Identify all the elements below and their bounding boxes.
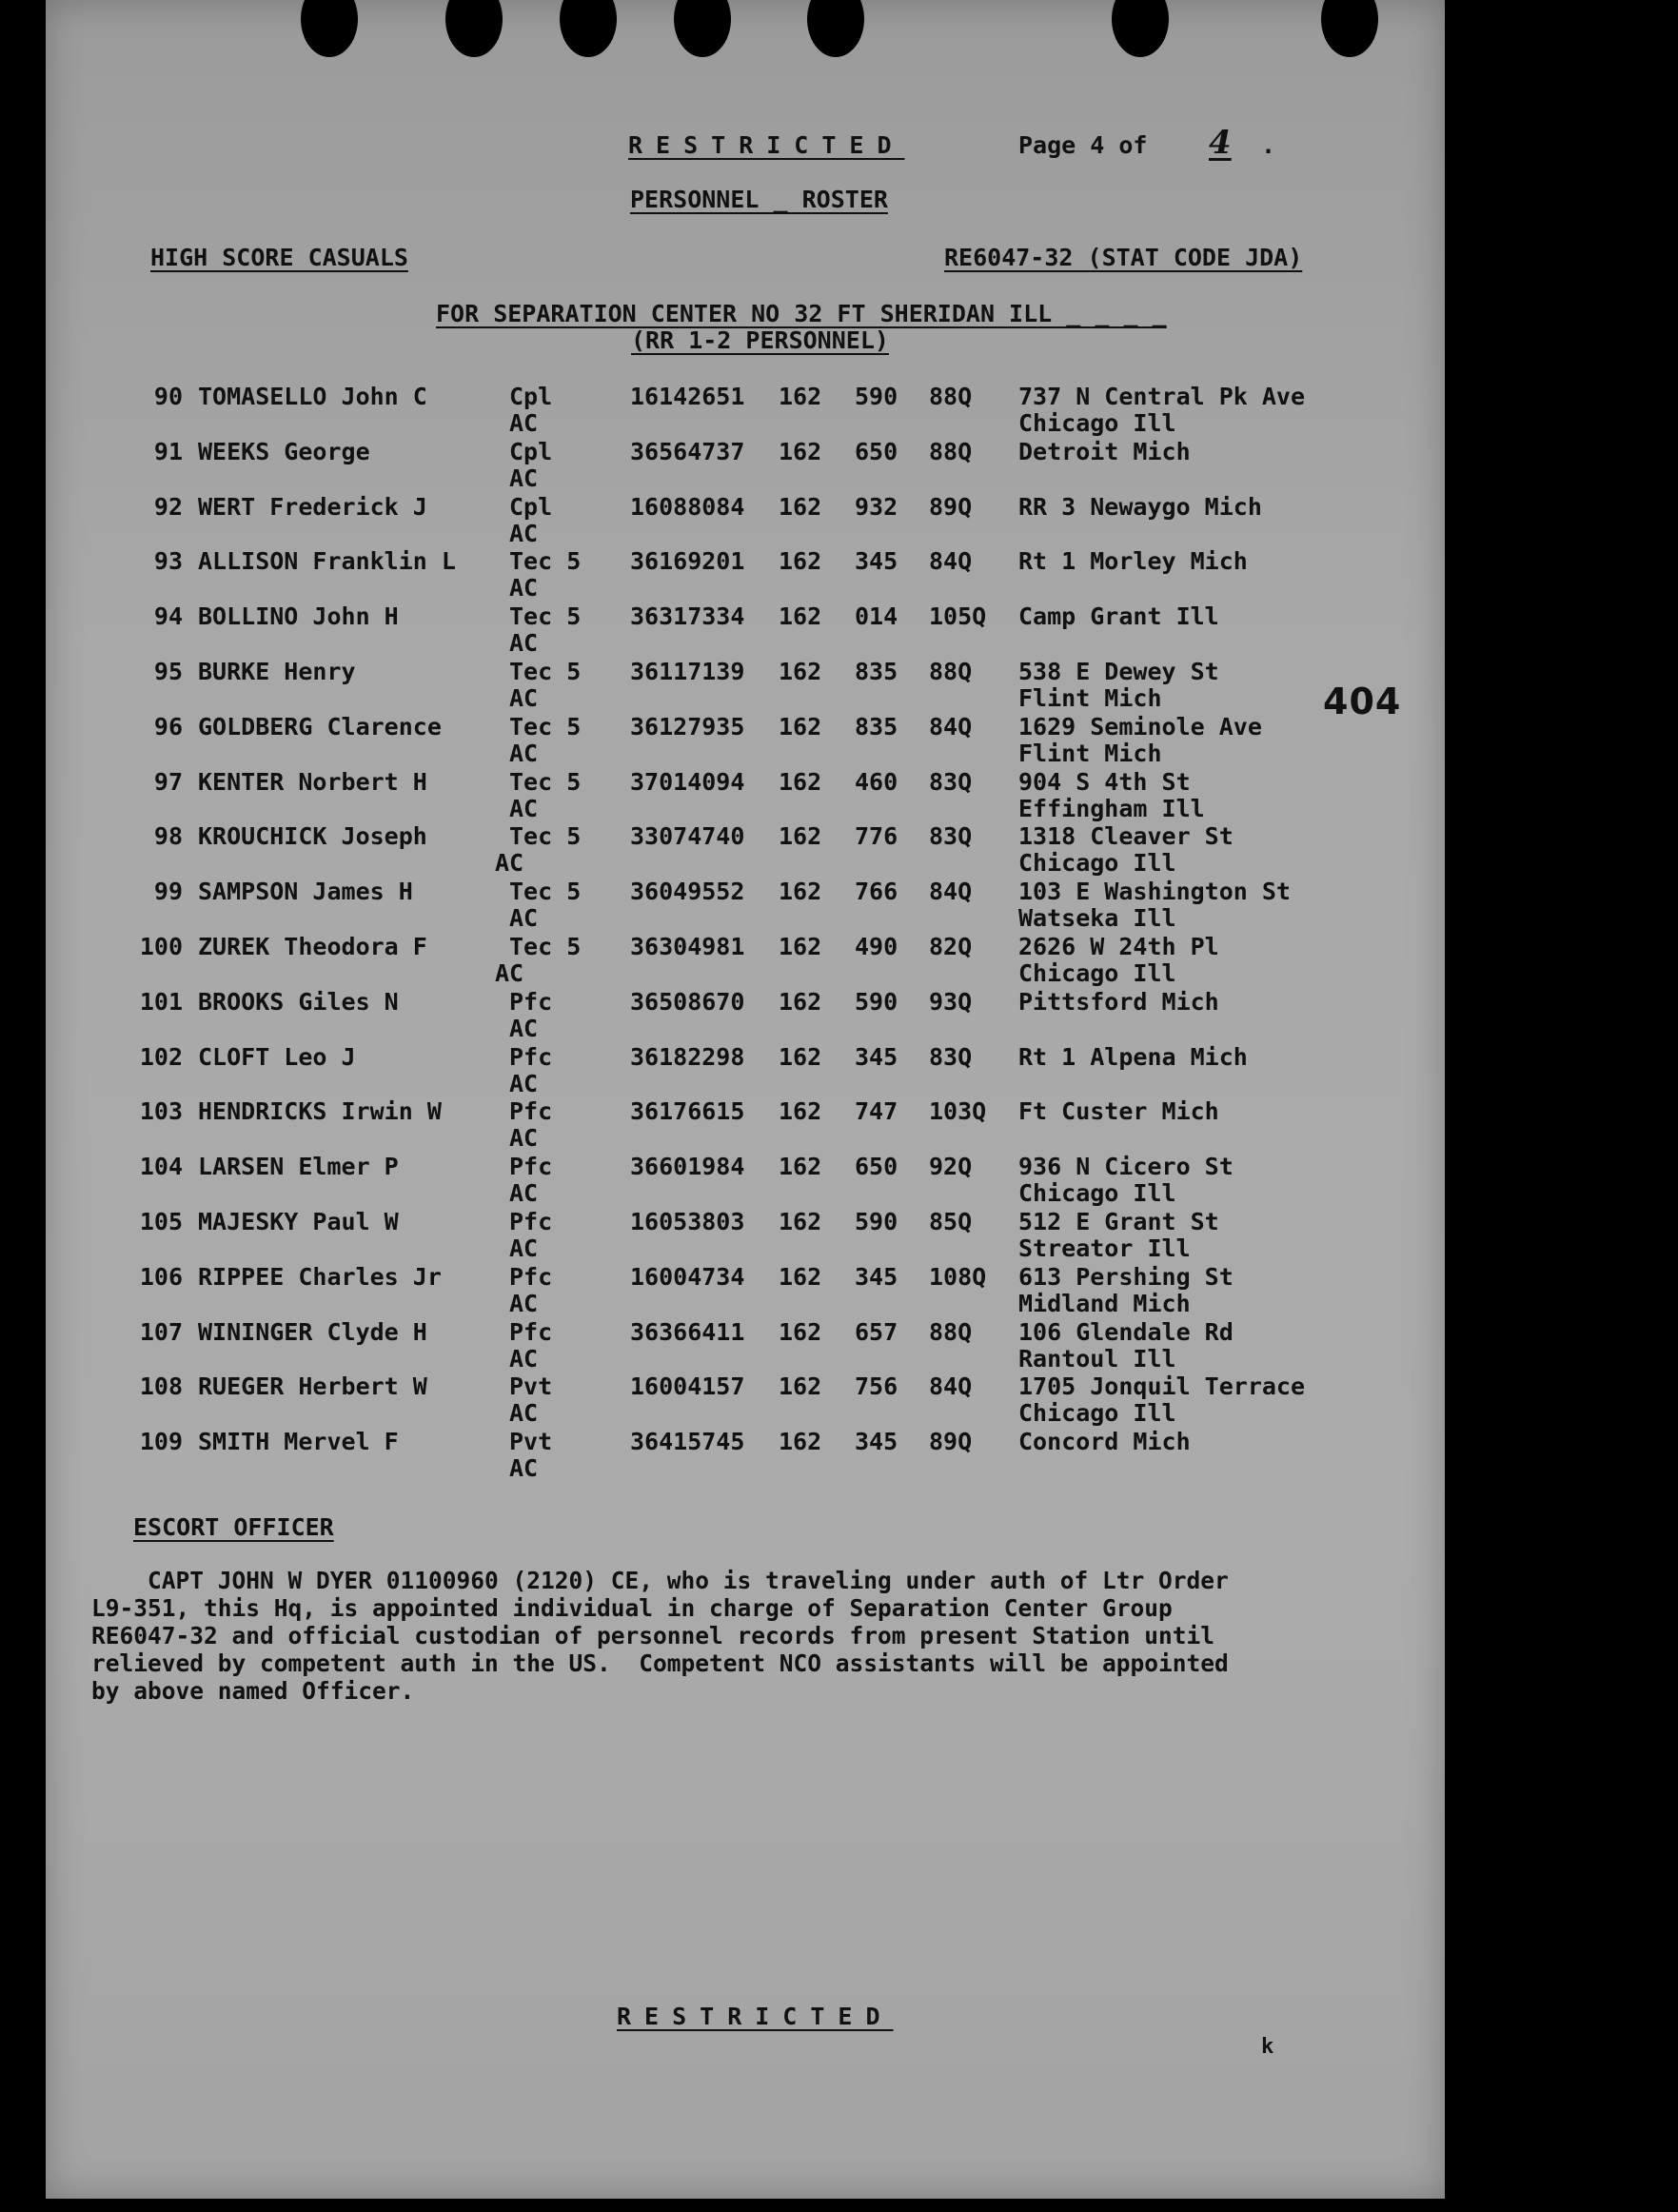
address-line-1: Pittsford Mich [1018, 987, 1219, 1016]
code-1: 162 [779, 987, 822, 1016]
code-1: 162 [779, 658, 822, 685]
soldier-name: WININGER Clyde H [198, 1317, 427, 1346]
code-1: 162 [779, 437, 822, 465]
code-2: 014 [855, 602, 898, 631]
row-number: 95 [153, 658, 183, 685]
table-row [0, 493, 1399, 548]
branch: AC [509, 1179, 539, 1208]
row-number: 106 [139, 1262, 183, 1291]
score: 83Q [929, 767, 973, 796]
binder-hole [301, 0, 358, 57]
table-row [0, 547, 1399, 602]
branch: AC [509, 574, 539, 602]
code-2: 756 [855, 1373, 898, 1401]
row-number: 96 [153, 712, 183, 741]
serial-number: 33074740 [630, 822, 745, 851]
table-row [0, 1263, 1399, 1318]
code-2: 590 [855, 383, 898, 410]
grade: Pfc [509, 1153, 553, 1181]
row-number: 103 [139, 1097, 183, 1126]
code-2: 657 [855, 1317, 898, 1346]
code-1: 162 [779, 1262, 822, 1291]
score: 82Q [929, 933, 973, 960]
soldier-name: MAJESKY Paul W [198, 1208, 399, 1235]
branch: AC [509, 629, 539, 658]
code-1: 162 [779, 383, 822, 410]
code-1: 162 [779, 1097, 822, 1126]
address-line-1: 737 N Central Pk Ave [1018, 383, 1306, 410]
address-line-1: Ft Custer Mich [1018, 1097, 1219, 1126]
branch: AC [509, 1344, 539, 1373]
branch: AC [495, 849, 524, 878]
table-row [0, 1043, 1399, 1098]
score: 83Q [929, 1042, 973, 1071]
row-number: 107 [139, 1317, 183, 1346]
soldier-name: SAMPSON James H [198, 878, 413, 906]
score: 84Q [929, 1373, 973, 1401]
score: 88Q [929, 1317, 973, 1346]
score: 108Q [929, 1262, 987, 1291]
address-line-2: Chicago Ill [1018, 849, 1176, 878]
serial-number: 36176615 [630, 1097, 745, 1126]
code-1: 162 [779, 1317, 822, 1346]
code-2: 590 [855, 1208, 898, 1235]
code-1: 162 [779, 1153, 822, 1181]
shipment-code: RE6047-32 (STAT CODE JDA) [944, 244, 1303, 271]
table-row [0, 438, 1399, 493]
soldier-name: ALLISON Franklin L [198, 547, 456, 576]
page-total: 4 [1209, 124, 1232, 162]
row-number: 109 [139, 1428, 183, 1456]
serial-number: 36601984 [630, 1153, 745, 1181]
serial-number: 36304981 [630, 933, 745, 960]
address-line-1: Camp Grant Ill [1018, 602, 1219, 631]
branch: AC [509, 1014, 539, 1042]
soldier-name: CLOFT Leo J [198, 1042, 356, 1071]
code-2: 650 [855, 1153, 898, 1181]
soldier-name: WERT Frederick J [198, 492, 427, 521]
score: 93Q [929, 987, 973, 1016]
escort-paragraph: CAPT JOHN W DYER 01100960 (2120) CE, who is traveling under auth of Ltr Order L9-351, this Hq, is appointed individual in charge of Separation Center Group RE6047-32 and official custodian of personnel records from present Station until relieved by competent auth in the US. Competent NCO assistants will be appointed by above named Officer. [91, 1567, 1229, 1705]
grade: Pvt [509, 1373, 553, 1401]
serial-number: 16053803 [630, 1208, 745, 1235]
score: 88Q [929, 383, 973, 410]
address-line-1: 613 Pershing St [1018, 1262, 1234, 1291]
serial-number: 36366411 [630, 1317, 745, 1346]
grade: Pfc [509, 1042, 553, 1071]
soldier-name: BURKE Henry [198, 658, 356, 685]
address-line-1: RR 3 Newaygo Mich [1018, 492, 1262, 521]
code-2: 460 [855, 767, 898, 796]
code-1: 162 [779, 1208, 822, 1235]
grade: Tec 5 [509, 878, 582, 906]
grade: Pfc [509, 987, 553, 1016]
table-row [0, 1097, 1399, 1153]
address-line-1: 106 Glendale Rd [1018, 1317, 1234, 1346]
grade: Pvt [509, 1428, 553, 1456]
row-number: 98 [153, 822, 183, 851]
restricted-footer: RESTRICTED [617, 2003, 894, 2030]
binder-hole [1321, 0, 1378, 57]
soldier-name: SMITH Mervel F [198, 1428, 399, 1456]
table-row [0, 878, 1399, 933]
row-number: 93 [153, 547, 183, 576]
table-row [0, 933, 1399, 988]
serial-number: 36508670 [630, 987, 745, 1016]
code-2: 345 [855, 547, 898, 576]
grade: Tec 5 [509, 712, 582, 741]
address-line-2: Effingham Ill [1018, 794, 1205, 822]
grade: Tec 5 [509, 822, 582, 851]
address-line-2: Flint Mich [1018, 739, 1162, 767]
serial-number: 36415745 [630, 1428, 745, 1456]
code-2: 345 [855, 1262, 898, 1291]
grade: Pfc [509, 1097, 553, 1126]
serial-number: 36049552 [630, 878, 745, 906]
branch: AC [509, 1234, 539, 1262]
code-1: 162 [779, 767, 822, 796]
grade: Pfc [509, 1317, 553, 1346]
row-number: 102 [139, 1042, 183, 1071]
code-2: 747 [855, 1097, 898, 1126]
grade: Tec 5 [509, 547, 582, 576]
serial-number: 36564737 [630, 437, 745, 465]
address-line-2: Watseka Ill [1018, 904, 1176, 933]
address-line-1: 1705 Jonquil Terrace [1018, 1373, 1306, 1401]
address-line-2: Chicago Ill [1018, 1399, 1176, 1428]
table-row [0, 713, 1399, 768]
table-row [0, 383, 1399, 438]
code-1: 162 [779, 492, 822, 521]
score: 92Q [929, 1153, 973, 1181]
branch: AC [495, 959, 524, 987]
code-1: 162 [779, 547, 822, 576]
address-line-1: 1318 Cleaver St [1018, 822, 1234, 851]
table-row [0, 1318, 1399, 1373]
address-line-2: Chicago Ill [1018, 409, 1176, 437]
row-number: 90 [153, 383, 183, 410]
score: 105Q [929, 602, 987, 631]
score: 85Q [929, 1208, 973, 1235]
page-label: Page 4 of [1018, 131, 1148, 159]
address-line-1: 2626 W 24th Pl [1018, 933, 1219, 960]
table-row [0, 658, 1399, 713]
row-number: 101 [139, 987, 183, 1016]
serial-number: 16088084 [630, 492, 745, 521]
serial-number: 36182298 [630, 1042, 745, 1071]
address-line-2: Streator Ill [1018, 1234, 1191, 1262]
code-1: 162 [779, 822, 822, 851]
serial-number: 37014094 [630, 767, 745, 796]
table-row [0, 822, 1399, 878]
address-line-1: 936 N Cicero St [1018, 1153, 1234, 1181]
soldier-name: LARSEN Elmer P [198, 1153, 399, 1181]
soldier-name: GOLDBERG Clarence [198, 712, 442, 741]
code-1: 162 [779, 1373, 822, 1401]
code-2: 932 [855, 492, 898, 521]
grade: Tec 5 [509, 658, 582, 685]
grade: Cpl [509, 383, 553, 410]
score: 88Q [929, 437, 973, 465]
table-row [0, 1208, 1399, 1263]
serial-number: 36317334 [630, 602, 745, 631]
row-number: 97 [153, 767, 183, 796]
address-line-2: Rantoul Ill [1018, 1344, 1176, 1373]
personnel-category: (RR 1-2 PERSONNEL) [631, 326, 889, 354]
score: 84Q [929, 878, 973, 906]
code-1: 162 [779, 878, 822, 906]
serial-number: 36169201 [630, 547, 745, 576]
grade: Cpl [509, 492, 553, 521]
row-number: 100 [139, 933, 183, 960]
code-2: 345 [855, 1428, 898, 1456]
binder-hole [807, 0, 864, 57]
address-line-1: 538 E Dewey St [1018, 658, 1219, 685]
binder-hole [1112, 0, 1169, 57]
grade: Pfc [509, 1262, 553, 1291]
unit-name: HIGH SCORE CASUALS [150, 244, 408, 271]
score: 88Q [929, 658, 973, 685]
soldier-name: KENTER Norbert H [198, 767, 427, 796]
address-line-2: Chicago Ill [1018, 1179, 1176, 1208]
row-number: 105 [139, 1208, 183, 1235]
address-line-2: Midland Mich [1018, 1289, 1191, 1317]
soldier-name: KROUCHICK Joseph [198, 822, 427, 851]
score: 84Q [929, 547, 973, 576]
row-number: 91 [153, 437, 183, 465]
address-line-1: Concord Mich [1018, 1428, 1191, 1456]
soldier-name: HENDRICKS Irwin W [198, 1097, 442, 1126]
binder-hole [674, 0, 731, 57]
code-2: 835 [855, 712, 898, 741]
row-number: 92 [153, 492, 183, 521]
address-line-1: 904 S 4th St [1018, 767, 1191, 796]
code-1: 162 [779, 933, 822, 960]
branch: AC [509, 1399, 539, 1428]
score: 83Q [929, 822, 973, 851]
branch: AC [509, 684, 539, 712]
address-line-2: Flint Mich [1018, 684, 1162, 712]
page-title: PERSONNEL _ ROSTER [630, 186, 888, 213]
destination-line: FOR SEPARATION CENTER NO 32 FT SHERIDAN ILL _ _ _ _ [436, 300, 1167, 327]
address-line-1: 1629 Seminole Ave [1018, 712, 1262, 741]
code-1: 162 [779, 1042, 822, 1071]
table-row [0, 602, 1399, 658]
binder-hole [445, 0, 503, 57]
code-2: 766 [855, 878, 898, 906]
ink-mark: k [1261, 2035, 1274, 2059]
grade: Pfc [509, 1208, 553, 1235]
address-line-2: Chicago Ill [1018, 959, 1176, 987]
code-2: 590 [855, 987, 898, 1016]
address-line-1: Detroit Mich [1018, 437, 1191, 465]
branch: AC [509, 794, 539, 822]
row-number: 104 [139, 1153, 183, 1181]
branch: AC [509, 1069, 539, 1097]
branch: AC [509, 409, 539, 437]
table-row [0, 1428, 1399, 1483]
soldier-name: RIPPEE Charles Jr [198, 1262, 442, 1291]
stamp-number: 404 [1323, 681, 1402, 722]
table-row [0, 768, 1399, 823]
table-row [0, 1373, 1399, 1428]
branch: AC [509, 464, 539, 492]
row-number: 108 [139, 1373, 183, 1401]
row-number: 94 [153, 602, 183, 631]
score: 84Q [929, 712, 973, 741]
period-mark: . [1261, 131, 1276, 159]
table-row [0, 988, 1399, 1043]
soldier-name: TOMASELLO John C [198, 383, 427, 410]
branch: AC [509, 1124, 539, 1153]
grade: Tec 5 [509, 602, 582, 631]
score: 89Q [929, 1428, 973, 1456]
code-1: 162 [779, 1428, 822, 1456]
branch: AC [509, 1289, 539, 1317]
branch: AC [509, 904, 539, 933]
branch: AC [509, 519, 539, 547]
score: 89Q [929, 492, 973, 521]
serial-number: 16004734 [630, 1262, 745, 1291]
grade: Tec 5 [509, 767, 582, 796]
soldier-name: BROOKS Giles N [198, 987, 399, 1016]
soldier-name: RUEGER Herbert W [198, 1373, 427, 1401]
binder-hole [560, 0, 617, 57]
branch: AC [509, 1454, 539, 1483]
address-line-1: Rt 1 Morley Mich [1018, 547, 1248, 576]
serial-number: 36127935 [630, 712, 745, 741]
soldier-name: WEEKS George [198, 437, 370, 465]
code-2: 490 [855, 933, 898, 960]
row-number: 99 [153, 878, 183, 906]
address-line-1: 103 E Washington St [1018, 878, 1291, 906]
serial-number: 16142651 [630, 383, 745, 410]
code-1: 162 [779, 712, 822, 741]
code-1: 162 [779, 602, 822, 631]
serial-number: 36117139 [630, 658, 745, 685]
table-row [0, 1153, 1399, 1208]
code-2: 835 [855, 658, 898, 685]
soldier-name: BOLLINO John H [198, 602, 399, 631]
address-line-1: 512 E Grant St [1018, 1208, 1219, 1235]
address-line-1: Rt 1 Alpena Mich [1018, 1042, 1248, 1071]
code-2: 345 [855, 1042, 898, 1071]
restricted-header: RESTRICTED [628, 131, 905, 159]
escort-heading: ESCORT OFFICER [133, 1513, 334, 1541]
code-2: 650 [855, 437, 898, 465]
code-2: 776 [855, 822, 898, 851]
serial-number: 16004157 [630, 1373, 745, 1401]
grade: Tec 5 [509, 933, 582, 960]
grade: Cpl [509, 437, 553, 465]
branch: AC [509, 739, 539, 767]
score: 103Q [929, 1097, 987, 1126]
soldier-name: ZUREK Theodora F [198, 933, 427, 960]
